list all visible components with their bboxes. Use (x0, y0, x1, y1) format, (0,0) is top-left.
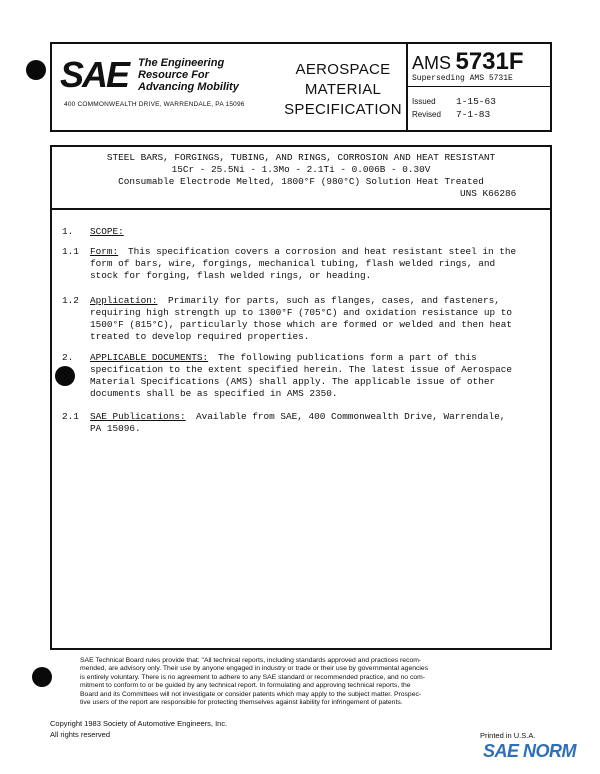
issued-date: 1-15-63 (456, 96, 496, 107)
printed-in: Printed in U.S.A. (480, 731, 536, 740)
section-1-number: 1. (62, 226, 74, 237)
issued-label: Issued (412, 97, 436, 106)
tagline-line-1: The Engineering (138, 57, 225, 69)
disclaimer-line-3: is entirely voluntary. There is no agreement to adhere to any SAE standard or recommended practice, and no com- (80, 673, 426, 681)
disclaimer-line-1: SAE Technical Board rules provide that: "All technical reports, including standards approved and practices recom- (80, 657, 422, 664)
header-divider (406, 42, 408, 132)
doc-type-line-2: MATERIAL (304, 81, 382, 98)
section-1-2-line-2: requiring high strength up to 1300°F (705°C) and oxidation resistance up to (90, 307, 512, 318)
section-1-2-title: Application: (90, 295, 158, 306)
section-2-1-number: 2.1 (62, 411, 79, 422)
section-1-title: SCOPE: (90, 226, 124, 237)
section-1-1-line-2: form of bars, wire, forgings, mechanical tubing, flash welded rings, and (90, 258, 496, 269)
sae-norm-watermark (483, 741, 576, 762)
section-1-2-line-3: 1500°F (815°C), particularly those which are formed or welded and then heat (90, 319, 512, 330)
disclaimer-line-2: mended, are advisory only. Their use by anyone engaged in industry or trade or their use by governmental agencies (80, 665, 429, 673)
doc-type-line-1: AEROSPACE (295, 61, 391, 78)
section-2-number: 2. (62, 352, 74, 363)
tagline-line-2: Resource For (138, 69, 209, 81)
sae-address: 400 COMMONWEALTH DRIVE, WARRENDALE, PA 15096 (64, 101, 245, 108)
section-2-1-line-1: Available from SAE, 400 Commonwealth Drive, Warrendale, (196, 411, 506, 422)
revised-label: Revised (412, 110, 441, 119)
section-2-line-3: Material Specifications (AMS) shall apply. The applicable issue of other (90, 376, 496, 387)
punch-hole-bottom (32, 667, 52, 687)
punch-hole-top (26, 60, 46, 80)
section-2-1-title: SAE Publications: (90, 411, 186, 422)
revised-date: 7-1-83 (456, 109, 491, 120)
ams-number: 5731F (455, 48, 524, 75)
copyright: Copyright 1983 Society of Automotive Engineers, Inc. (50, 719, 228, 728)
watermark-text: SAE NORM (483, 741, 577, 761)
title-divider (50, 208, 552, 210)
tagline (138, 57, 239, 93)
title-line-3: Consumable Electrode Melted, 1800°F (980°C) Solution Heat Treated (118, 176, 484, 187)
disclaimer-line-4: mitment to conform to or be guided by any technical report. In formulating and approving technical reports, the (80, 682, 411, 690)
section-2-1-line-2: PA 15096. (90, 423, 141, 434)
superseding: Superseding AMS 5731E (412, 74, 513, 83)
section-1-1-line-1: This specification covers a corrosion and heat resistant steel in the (128, 246, 517, 257)
header-ams-divider (406, 86, 552, 87)
rights: All rights reserved (50, 730, 111, 739)
ams-prefix: AMS (412, 53, 452, 73)
section-1-2-number: 1.2 (62, 295, 79, 306)
uns-number: UNS K66286 (460, 188, 517, 199)
section-1-1-number: 1.1 (62, 246, 79, 257)
doc-type-title (283, 60, 403, 120)
section-1-2-line-4: treated to develop required properties. (90, 331, 310, 342)
disclaimer-line-6: tive users of the report are responsible for protecting themselves against liability for infringement of patents. (80, 699, 403, 707)
section-2-title: APPLICABLE DOCUMENTS: (90, 352, 209, 363)
title-line-2: 15Cr - 25.5Ni - 1.3Mo - 2.1Ti - 0.006B - 0.30V (171, 164, 431, 175)
section-2-line-1: The following publications form a part of this (218, 352, 477, 363)
section-2-line-4: documents shall be as specified in AMS 2350. (90, 388, 338, 399)
sae-logo: SAE (60, 54, 129, 95)
doc-type-line-3: SPECIFICATION (284, 101, 402, 118)
section-2-line-2: specification to the extent specified herein. The latest issue of Aerospace (90, 364, 512, 375)
disclaimer-line-5: Board and its Committees will not investigate or consider patents which may apply to the subject matter. Prospec- (80, 690, 422, 698)
disclaimer (80, 657, 550, 707)
title-line-1: STEEL BARS, FORGINGS, TUBING, AND RINGS, CORROSION AND HEAT RESISTANT (106, 152, 496, 163)
ams-number-block (412, 48, 524, 76)
section-1-2-line-1: Primarily for parts, such as flanges, cases, and fasteners, (168, 295, 500, 306)
section-1-1-line-3: stock for forging, flash welded rings, or heading. (90, 270, 372, 281)
tagline-line-3: Advancing Mobility (138, 81, 239, 93)
section-1-1-title: Form: (90, 246, 119, 257)
